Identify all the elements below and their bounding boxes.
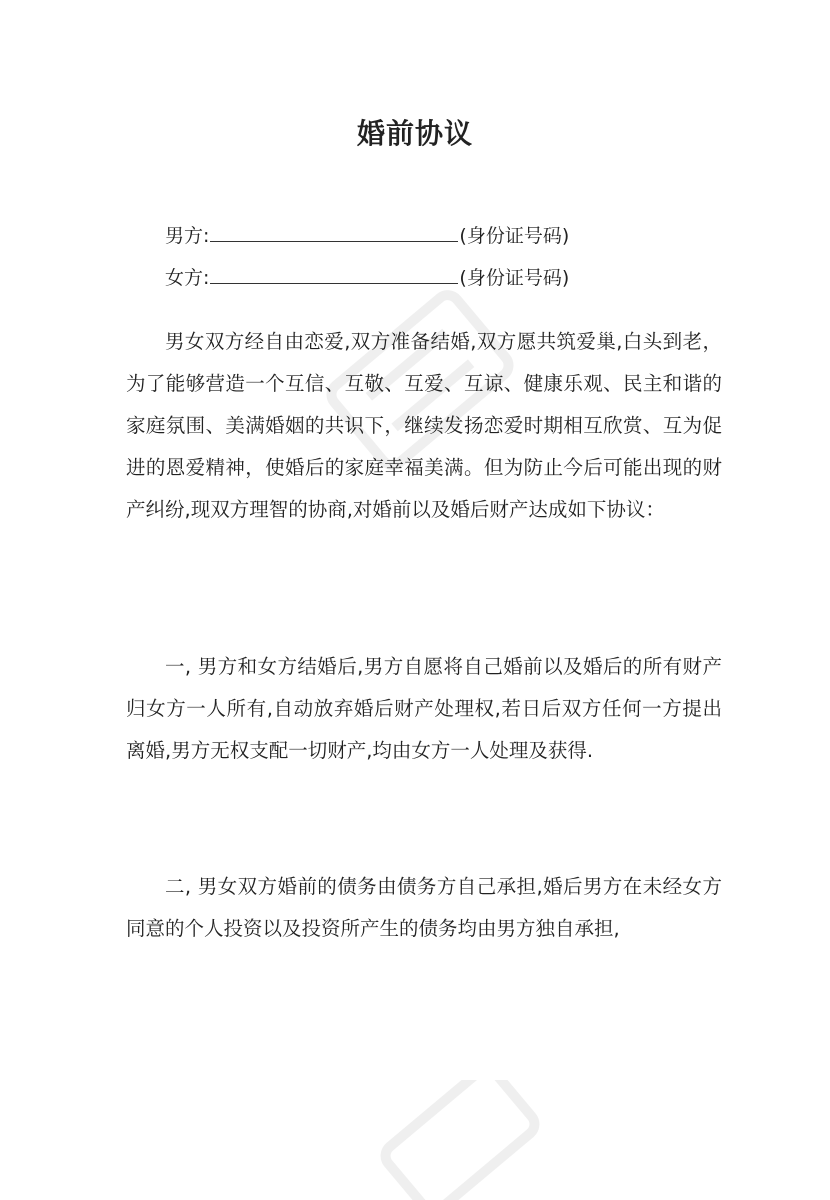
party-line-female [165,261,569,293]
party-suffix-male: (身份证号码) [459,225,570,247]
party-label-female: 女方: [165,267,210,289]
party-line-male [165,219,569,251]
clause-two-paragraph: 二, 男女双方婚前的债务由债务方自己承担,婚后男方在未经女方同意的个人投资以及投资所产生的债务均由男方独自承担, [126,875,722,940]
id-blank-male [210,219,458,242]
id-blank-female [210,261,458,284]
intro-paragraph: 男女双方经自由恋爱,双方准备结婚,双方愿共筑爱巢,白头到老，为了能够营造一个互信、互敬、互爱、互谅、健康乐观、民主和谐的家庭氛围、美满婚姻的共识下，继续发扬恋爱时期相互欣赏、互为促进的恩爱精神，使婚后的家庭幸福美满。但为防止今后可能出现的财产纠纷,现双方理智的协商,对婚前以及婚后财产达成如下协议： [126,330,722,521]
document-title: 婚前协议 [356,117,473,150]
party-label-male: 男方: [165,225,210,247]
clause-one-paragraph: 一, 男方和女方结婚后,男方自愿将自己婚前以及婚后的所有财产归女方一人所有,自动放弃婚后财产处理权,若日后双方任何一方提出离婚,男方无权支配一切财产,均由女方一人处理及获得. [126,655,722,762]
party-suffix-female: (身份证号码) [459,267,570,289]
watermark-logo-bottom [360,1080,560,1200]
